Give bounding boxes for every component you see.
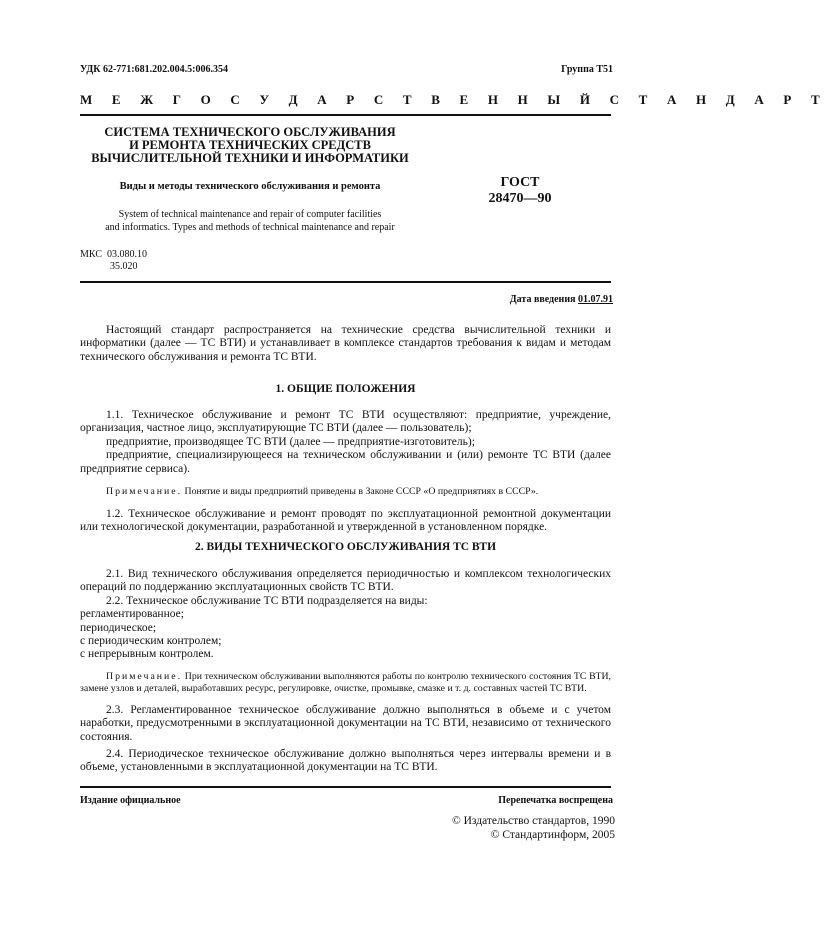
effective-date-label: Дата введения — [509, 294, 576, 305]
note-label: Примечание. — [106, 670, 183, 682]
header-bottom-rule — [80, 281, 611, 283]
section-2-title: 2. ВИДЫ ТЕХНИЧЕСКОГО ОБСЛУЖИВАНИЯ ТС ВТИ — [194, 541, 497, 553]
type-item: с непрерывным контролем. — [80, 648, 214, 661]
copyright-block — [420, 814, 615, 842]
gost-designation — [455, 175, 585, 207]
mks-code-1: 03.080.10 — [106, 249, 147, 260]
reprint-prohibited: Перепечатка воспрещена — [498, 795, 613, 806]
copyright-2: © Стандартинформ, 2005 — [490, 829, 615, 841]
effective-date-value: 01.07.91 — [578, 294, 613, 305]
note-label: Примечание. — [106, 486, 183, 498]
clause-1-2: 1.2. Техническое обслуживание и ремонт проводят по эксплуатационной ремонтной документации или технологической документации, разработанной и утвержденной в установленном порядке. — [80, 508, 611, 534]
note-text: Понятие и виды предприятий приведены в Законе СССР «О предприятиях в СССР». — [184, 486, 539, 498]
section-1-body — [80, 409, 611, 535]
section-2-body — [80, 568, 611, 775]
type-item: с периодическим контролем; — [80, 635, 222, 648]
english-title-line-2: and informatics. Types and methods of technical maintenance and repair — [105, 222, 395, 233]
mks-codes — [80, 249, 147, 273]
mks-label: МКС — [80, 249, 102, 260]
official-edition: Издание официальное — [80, 795, 181, 806]
type-item: периодическое; — [80, 621, 157, 634]
clause-2-3: 2.3. Регламентированное техническое обслуживание должно выполняться в объеме и с учетом наработки, предусмотренными в эксплуатационной документации на ТС ВТИ, независимо от технического состояния. — [80, 703, 611, 743]
clause-1-1: 1.1. Техническое обслуживание и ремонт ТС ВТИ осуществляют: предприятие, учреждение, организация, частное лицо, эксплуатирующие ТС ВТИ (далее — пользователь); — [80, 409, 611, 435]
clause-1-1-manufacturer: предприятие, производящее ТС ВТИ (далее — предприятие-изготовитель); — [106, 435, 475, 448]
english-title — [80, 208, 420, 234]
document-title — [80, 126, 420, 165]
mks-code-2: 35.020 — [110, 261, 138, 272]
clause-1-1-service: предприятие, специализирующееся на техническом обслуживании и (или) ремонте ТС ВТИ (далее предприятие сервиса). — [80, 449, 611, 475]
clause-2-2: 2.2. Техническое обслуживание ТС ВТИ подразделяется на виды: — [106, 594, 428, 607]
gost-number: 28470—90 — [488, 191, 552, 206]
document-subtitle: Виды и методы технического обслуживания и ремонта — [119, 181, 381, 192]
copyright-1: © Издательство стандартов, 1990 — [451, 815, 615, 827]
type-item: регламентированное; — [80, 608, 184, 621]
top-rule — [80, 114, 611, 116]
footer-rule — [80, 786, 611, 788]
note-2 — [80, 671, 611, 695]
title-line-3: ВЫЧИСЛИТЕЛЬНОЙ ТЕХНИКИ И ИНФОРМАТИКИ — [91, 151, 409, 165]
title-line-2: И РЕМОНТА ТЕХНИЧЕСКИХ СРЕДСТВ — [129, 138, 371, 152]
note-1 — [80, 486, 611, 498]
note-text: При техническом обслуживании выполняются работы по контролю технического состояния ТС ВТИ, замене узлов и деталей, выработавших ресурс, регулировке, очистке, промывке, смазке и т. д. составных частей ТС ВТИ. — [80, 670, 611, 694]
udk-code: УДК 62-771:681.202.004.5:006.354 — [80, 64, 228, 75]
section-1-title: 1. ОБЩИЕ ПОЛОЖЕНИЯ — [275, 383, 416, 395]
english-title-line-1: System of technical maintenance and repair of computer facilities — [118, 209, 382, 220]
gost-label: ГОСТ — [500, 175, 540, 190]
effective-date — [510, 294, 613, 305]
intro-paragraph: Настоящий стандарт распространяется на технические средства вычислительной техники и информатики (далее — ТС ВТИ) и устанавливает в комплексе стандартов требования к видам и методам технического обслуживания и ремонта ТС ВТИ. — [80, 324, 611, 363]
interstate-standard-heading: М Е Ж Г О С У Д А Р С Т В Е Н Н Ы Й С Т А Н Д А Р Т — [80, 92, 828, 107]
group-code: Группа Т51 — [561, 64, 613, 75]
clause-2-1: 2.1. Вид технического обслуживания определяется периодичностью и комплексом технологических операций по поддержанию эксплуатационных свойств ТС ВТИ. — [80, 568, 611, 594]
title-line-1: СИСТЕМА ТЕХНИЧЕСКОГО ОБСЛУЖИВАНИЯ — [104, 125, 396, 139]
clause-2-4: 2.4. Периодическое техническое обслуживание должно выполняться через интервалы времени и в объеме, установленными в эксплуатационной документации на ТС ВТИ. — [80, 748, 611, 774]
